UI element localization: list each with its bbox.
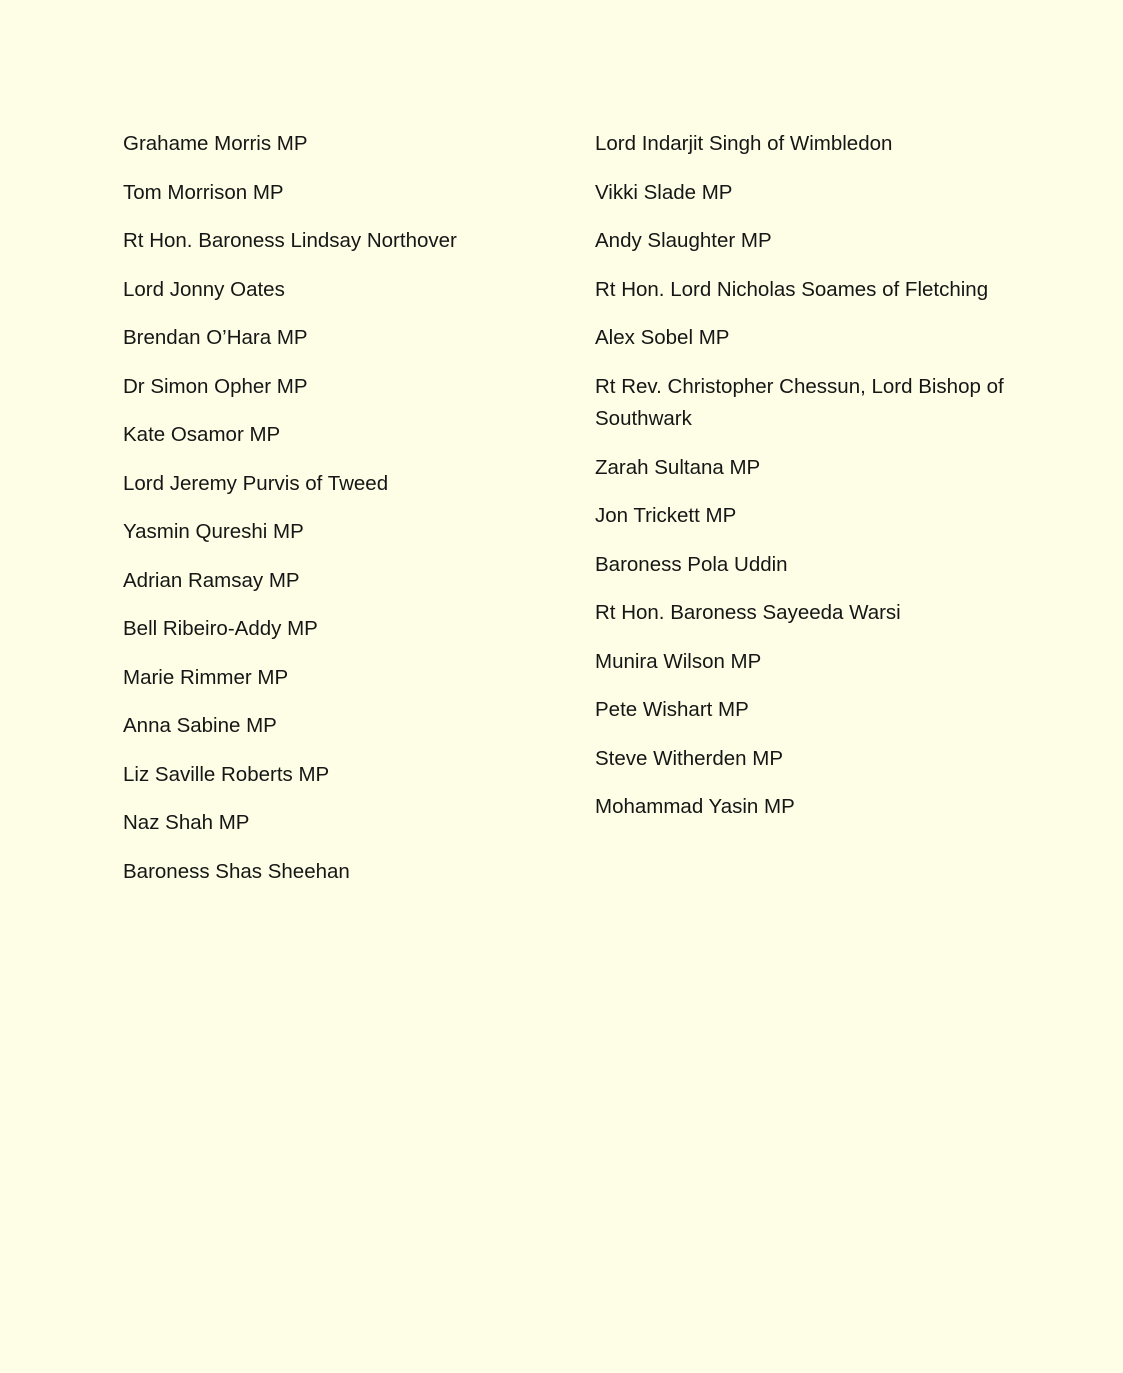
signatory-name: Zarah Sultana MP: [595, 455, 761, 479]
signatory-name: Mohammad Yasin MP: [595, 795, 795, 818]
signatory-name: Vikki Slade MP: [595, 180, 733, 204]
signatory-name: Brendan O’Hara MP: [123, 326, 308, 349]
signatory-name: Rt Hon. Lord Nicholas Soames of Fletching: [595, 277, 989, 301]
signatory-name: Liz Saville Roberts MP: [123, 762, 330, 786]
signatory-name: Jon Trickett MP: [595, 504, 737, 527]
signatory-name: Kate Osamor MP: [123, 423, 281, 446]
signatory-name: Andy Slaughter MP: [595, 229, 772, 252]
signatory-name: Naz Shah MP: [123, 811, 250, 834]
signatory-name: Bell Ribeiro-Addy MP: [123, 617, 318, 640]
signatory-name: Rt Rev. Christopher Chessun, Lord Bishop of Southwark: [595, 374, 1004, 430]
signatory-list-right: [595, 128, 1005, 840]
signatory-name: Tom Morrison MP: [123, 180, 284, 204]
signatory-name: Adrian Ramsay MP: [123, 568, 300, 592]
signatory-name: Baroness Pola Uddin: [595, 552, 788, 576]
signatory-name: Rt Hon. Baroness Lindsay Northover: [123, 229, 457, 252]
signatory-name: Rt Hon. Baroness Sayeeda Warsi: [595, 601, 901, 624]
signatory-name: Marie Rimmer MP: [123, 665, 289, 689]
signatory-name: Lord Indarjit Singh of Wimbledon: [595, 132, 893, 155]
signatory-name: Anna Sabine MP: [123, 714, 277, 737]
signatory-name: Grahame Morris MP: [123, 132, 308, 155]
signatory-name: Yasmin Qureshi MP: [123, 520, 304, 543]
signatory-name: Alex Sobel MP: [595, 326, 730, 349]
signatory-name: Lord Jeremy Purvis of Tweed: [123, 471, 389, 495]
signatory-list-left: [123, 128, 563, 904]
signatory-name: Lord Jonny Oates: [123, 277, 285, 301]
signatory-name: Dr Simon Opher MP: [123, 374, 308, 398]
signatory-name: Baroness Shas Sheehan: [123, 859, 350, 883]
signatory-name: Munira Wilson MP: [595, 649, 762, 673]
signatory-name: Steve Witherden MP: [595, 746, 783, 770]
signatory-name: Pete Wishart MP: [595, 698, 749, 721]
